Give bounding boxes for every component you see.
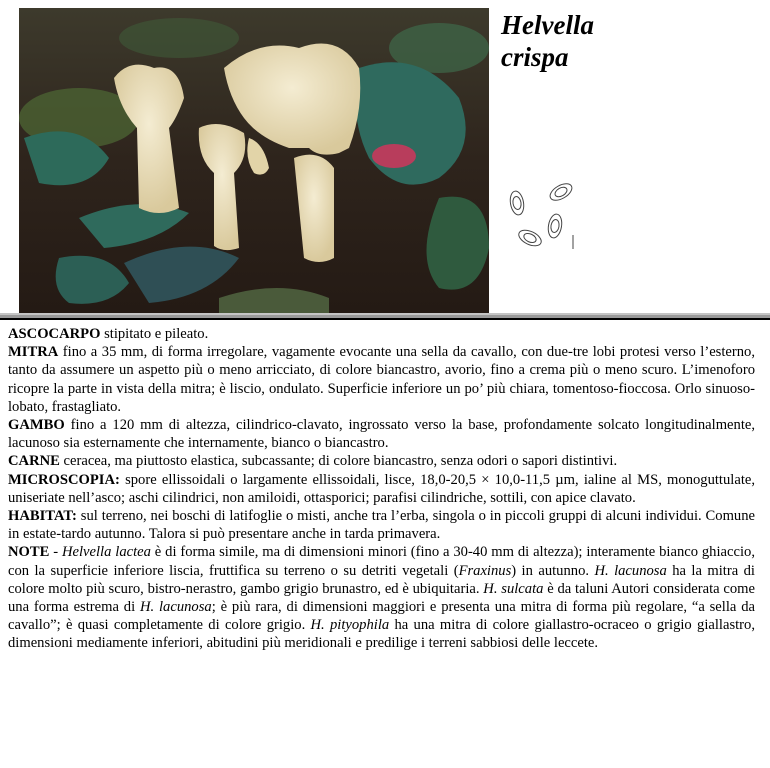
section-text: sul terreno, nei boschi di latifoglie o misti, anche tra l’erba, singola o in piccoli gruppi di alcuni individui. Comune in estate-tardo autunno. Talora si può presentare anche in tarda primavera.: [8, 508, 755, 543]
section-label: MICROSCOPIA:: [8, 471, 120, 488]
section-carne: [8, 452, 755, 470]
section-text: -: [49, 544, 62, 561]
section-ascocarpo: [8, 325, 755, 343]
divider-dark: [0, 318, 770, 320]
spore-drawing-icon: [505, 175, 590, 255]
section-label: CARNE: [8, 453, 60, 470]
section-gambo: [8, 416, 755, 452]
spore-drawing: [505, 175, 590, 255]
section-text: spore ellissoidali o largamente ellissoidali, lisce, 18,0-20,5 × 10,0-11,5 µm, ialine al MS, monoguttulate, uniseriate nell’asco; aschi cilindrici, non amiloidi, ottasporici; parafisi cilindriche, sottili, con apice clavato.: [8, 471, 755, 506]
section-mitra: [8, 343, 755, 416]
description-body: [8, 325, 755, 653]
section-note: [8, 543, 755, 652]
section-text: è da taluni Autori considerata come una forma estrema di: [8, 580, 755, 616]
mushroom-photo-icon: [19, 8, 489, 313]
section-label: HABITAT:: [8, 508, 77, 525]
species-title-genus: Helvella: [501, 10, 594, 40]
section-text: ; è più rara, di dimensioni maggiori e presenta una mitra di forma più regolare, “a sella da cavallo”; è quasi completamente di colore grigio.: [8, 599, 755, 634]
species-name: H. lacunosa: [139, 599, 212, 616]
section-text: stipitato e pileato.: [100, 326, 209, 342]
section-label: GAMBO: [8, 417, 65, 434]
section-text: ) in autunno.: [511, 562, 595, 579]
section-microscopia: [8, 471, 755, 507]
species-title-epithet: crispa: [501, 42, 569, 72]
section-text: ha la mitra di colore molto più scuro, bistro-nerastro, gambo grigio brunastro, ed è ubiquitaria.: [8, 562, 755, 597]
species-name: Helvella lactea: [61, 544, 151, 561]
section-text: fino a 35 mm, di forma irregolare, vagamente evocante una sella da cavallo, con due-tre lobi protesi verso l’esterno, tanto da assumere un aspetto più o meno arricciato, di colore biancastro, avorio, fino a crema più o meno scuro. L’imenoforo ricopre la parte in vista della mitra; è liscio, ondulato. Superficie inferiore un po’ più chiara, tomentoso-fioccosa. Orlo sinuoso-lobato, frastagliato.: [8, 344, 755, 415]
species-title: [501, 9, 594, 73]
section-label: MITRA: [8, 344, 59, 361]
section-text: ha una mitra di colore giallastro-ocraceo o grigio giallastro, dimensioni mediamente inferiori, abitudini più meridionali e predilige i terreni sabbiosi delle leccete.: [8, 617, 755, 652]
section-text: ceracea, ma piuttosto elastica, subcassante; di colore biancastro, senza odori o sapori distintivi.: [59, 453, 618, 470]
section-label: NOTE: [8, 544, 50, 561]
section-text: è di forma simile, ma di dimensioni minori (fino a 30-40 mm di altezza); interamente bianco ghiaccio, con la superficie inferiore liscia, fruttifica su terreno o su detriti vegetali (: [8, 544, 755, 579]
section-text: fino a 120 mm di altezza, cilindrico-clavato, ingrossato verso la base, profondamente solcato longitudinalmente, lacunoso sia esternamente che internamente, bianco o biancastro.: [8, 417, 755, 452]
mushroom-photo: [19, 8, 489, 313]
genus-name: Fraxinus: [458, 562, 512, 579]
species-name: H. lacunosa: [594, 562, 667, 579]
section-habitat: [8, 507, 755, 543]
species-name: H. pityophila: [310, 617, 390, 634]
species-name: H. sulcata: [483, 580, 544, 597]
section-label: ASCOCARPO: [8, 326, 101, 342]
